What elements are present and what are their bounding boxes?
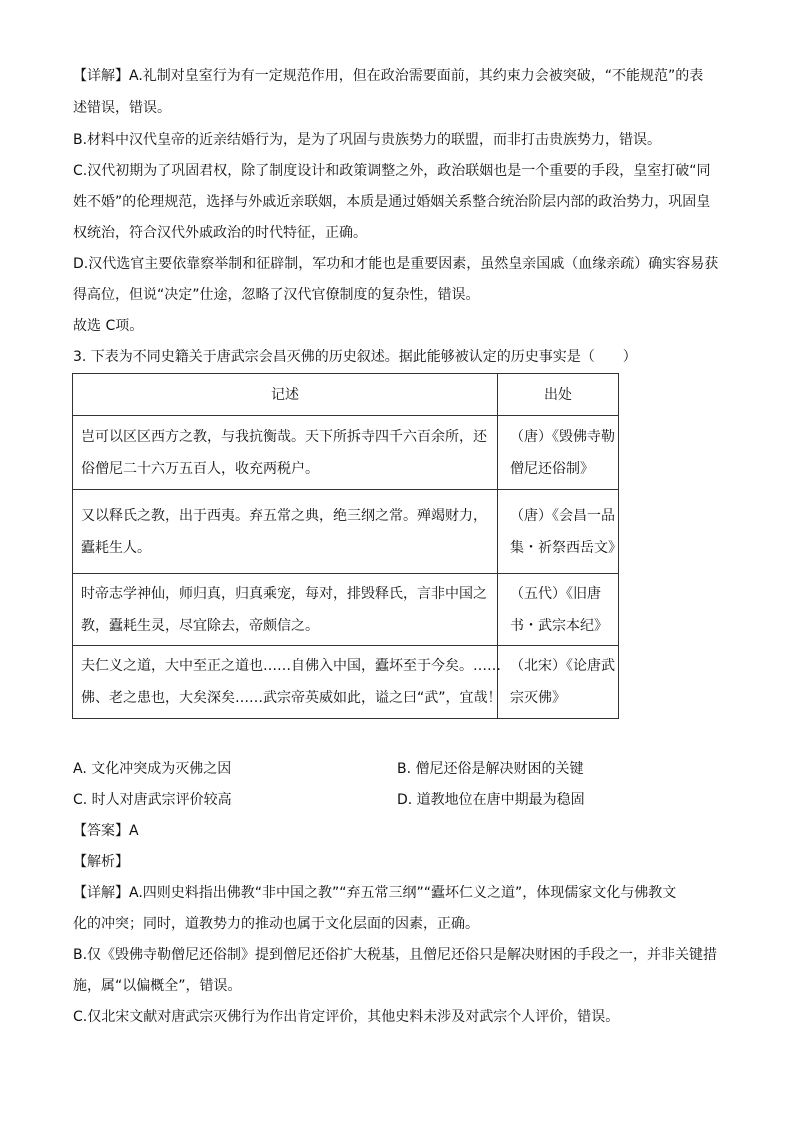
detail-c: C.仅北宋文献对唐武宗灭佛行为作出肯定评价，其他史料未涉及对武宗个人评价，错误。: [73, 1009, 620, 1025]
detail-b-line1: B.仅《毁佛寺勒僧尼还俗制》提到僧尼还俗扩大税基，且僧尼还俗只是解决财困的手段之一，并非关键措: [73, 947, 718, 963]
header-source: 出处: [498, 374, 619, 416]
row-source: （北宋）《论唐武 宗灭佛》: [498, 646, 619, 719]
prev-detail-a-line1: 【详解】A.礼制对皇室行为有一定规范作用，但在政治需要面前，其约束力会被突破，“不能规范”的表: [73, 68, 704, 84]
option-d: D. 道教地位在唐中期最为稳固: [397, 792, 585, 808]
question-stem: 3. 下表为不同史籍关于唐武宗会昌灭佛的历史叙述。据此能够被认定的历史事实是（ ）: [73, 349, 637, 365]
row-text: 时帝志学神仙，师归真，归真乘宠，每对，排毁释氏，言非中国之 教，蠹耗生灵，尽宜除去，帝颇信之。: [73, 574, 498, 646]
row-source: （五代）《旧唐 书・武宗本纪》: [498, 574, 619, 646]
row-text: 又以释氏之教，出于西夷。弃五常之典，绝三纲之常。殚竭财力， 蠹耗生人。: [73, 490, 498, 574]
table-row: [73, 574, 619, 646]
prev-detail-c-line2: 姓不婚”的伦理规范，选择与外戚近亲联姻，本质是通过婚姻关系整合统治阶层内部的政治势力，巩固皇: [73, 194, 711, 210]
analysis-heading: 【解析】: [73, 854, 129, 870]
prev-detail-d-line1: D.汉代选官主要依靠察举制和征辟制，军功和才能也是重要因素，虽然皇亲国戚（血缘亲疏）确实容易获: [73, 256, 719, 272]
option-c: C. 时人对唐武宗评价较高: [73, 792, 232, 808]
header-account: 记述: [73, 374, 498, 416]
table-row: [73, 646, 619, 719]
prev-detail-c-line1: C.汉代初期为了巩固君权，除了制度设计和政策调整之外，政治联姻也是一个重要的手段，皇室打破“同: [73, 163, 711, 179]
table-row: [73, 416, 619, 490]
option-b: B. 僧尼还俗是解决财困的关键: [397, 761, 584, 777]
table-row: [73, 490, 619, 574]
prev-choice: 故选 C项。: [73, 318, 144, 334]
prev-detail-b: B.材料中汉代皇帝的近亲结婚行为，是为了巩固与贵族势力的联盟，而非打击贵族势力，错误。: [73, 132, 662, 148]
answer: 【答案】A: [73, 823, 139, 839]
option-a: A. 文化冲突成为灭佛之因: [73, 761, 232, 777]
row-source: （唐）《毁佛寺勒 僧尼还俗制》: [498, 416, 619, 490]
prev-detail-d-line2: 得高位，但说“决定”仕途，忽略了汉代官僚制度的复杂性，错误。: [73, 287, 480, 303]
row-source: （唐）《会昌一品 集・祈祭西岳文》: [498, 490, 619, 574]
prev-detail-c-line3: 权统治，符合汉代外戚政治的时代特征，正确。: [73, 225, 367, 241]
table-header-row: [73, 374, 619, 416]
source-table: [72, 373, 622, 719]
detail-a-line1: 【详解】A.四则史料指出佛教“非中国之教”“弃五常三纲”“蠹坏仁义之道”，体现儒家文化与佛教文: [73, 885, 677, 901]
detail-b-line2: 施，属“以偏概全”，错误。: [73, 978, 242, 994]
detail-a-line2: 化的冲突；同时，道教势力的推动也属于文化层面的因素，正确。: [73, 916, 479, 932]
prev-detail-a-line2: 述错误，错误。: [73, 100, 171, 116]
row-text: 岂可以区区西方之教，与我抗衡哉。天下所拆寺四千六百余所，还 俗僧尼二十六万五百人，收充两税户。: [73, 416, 498, 490]
row-text: 夫仁义之道，大中至正之道也……自佛入中国，蠹坏至于今矣。…… 佛、老之患也，大矣深矣……武宗帝英威如此，谥之曰“武”，宜哉！: [73, 646, 498, 719]
